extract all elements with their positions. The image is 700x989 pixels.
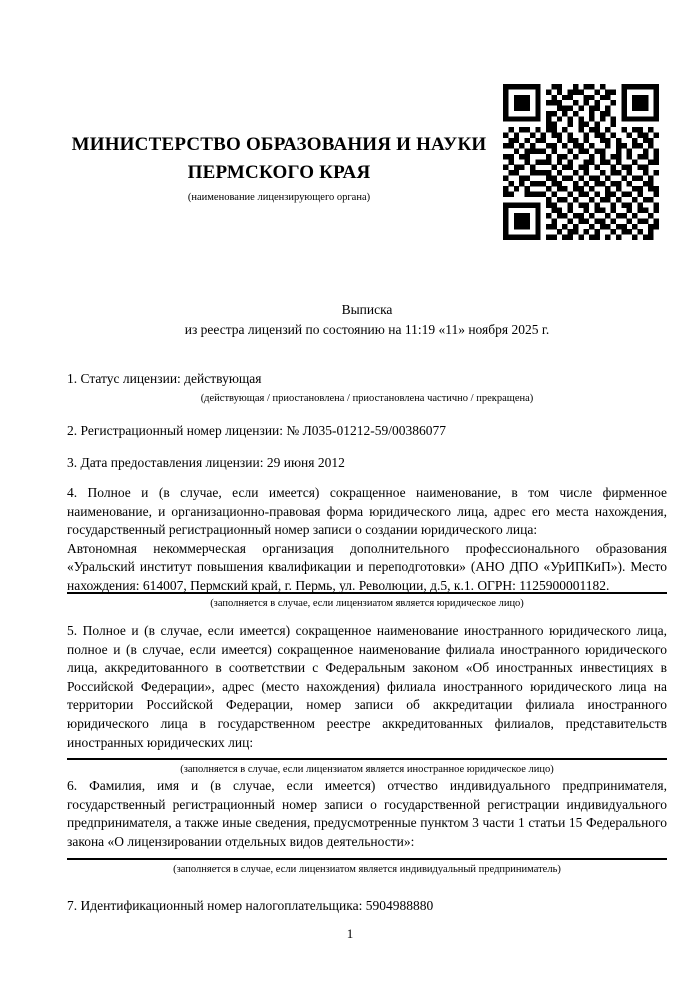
licensing-authority-caption: (наименование лицензирующего органа)	[187, 192, 371, 203]
legal-entity-caption: (заполняется в случае, если лицензиатом является юридическое лицо)	[210, 597, 524, 609]
qr-code	[503, 84, 659, 240]
foreign-entity-caption: (заполняется в случае, если лицензиатом является иностранное юридическое лицо)	[180, 764, 554, 776]
page-number: 1	[346, 926, 354, 941]
legal-entity-info-value: Автономная некоммерческая организация дополнительного профессионального образования «Уральский институт повышения квалификации и переподготовки» (АНО ДПО «УрИПКиП»). Место нахождения: 614007, Пермский край, г. Пермь, ул. Революции, д.5, к.1. ОГРН: 1125900001182.	[67, 540, 667, 593]
license-status-text: 1. Статус лицензии: действующая	[67, 371, 262, 386]
licensing-authority-header	[67, 131, 491, 205]
item-individual-entrepreneur-info	[67, 777, 667, 877]
item-taxpayer-number	[67, 897, 667, 916]
ministry-name-line2: ПЕРМСКОГО КРАЯ	[187, 162, 371, 183]
legal-entity-info-label: 4. Полное и (в случае, если имеется) сокращенное наименование, в том числе фирменное наименование, и организационно-правовая форма юридического лица, адрес его места нахождения, государственный регистрационный номер записи о создании юридического лица:	[67, 485, 667, 538]
registration-number-text: 2. Регистрационный номер лицензии: № Л035-01212-59/00386077	[67, 423, 447, 438]
item-license-grant-date	[67, 454, 667, 473]
document-title	[67, 300, 667, 339]
item-license-status	[67, 370, 667, 406]
fill-in-line	[67, 858, 667, 860]
taxpayer-number-text: 7. Идентификационный номер налогоплательщика: 5904988880	[67, 898, 434, 913]
ministry-name-line1: МИНИСТЕРСТВО ОБРАЗОВАНИЯ И НАУКИ	[71, 134, 487, 155]
license-status-options-caption: (действующая / приостановлена / приостановлена частично / прекращена)	[200, 392, 534, 404]
item-registration-number	[67, 422, 667, 441]
individual-entrepreneur-caption: (заполняется в случае, если лицензиатом является индивидуальный предприниматель)	[173, 864, 561, 876]
document-title-line2: из реестра лицензий по состоянию на 11:19 «11» ноября 2025 г.	[184, 321, 550, 337]
item-legal-entity-info	[67, 484, 667, 611]
fill-in-line	[67, 758, 667, 760]
item-foreign-entity-info	[67, 622, 667, 777]
document-title-line1: Выписка	[341, 302, 393, 317]
individual-entrepreneur-label: 6. Фамилия, имя и (в случае, если имеется) отчество индивидуального предпринимателя, государственный регистрационный номер записи о государственной регистрации индивидуального предпринимателя, а также иные сведения, предусмотренные пунктом 3 части 1 статьи 15 Федерального закона «О лицензировании отдельных видов деятельности»:	[67, 778, 667, 849]
license-grant-date-text: 3. Дата предоставления лицензии: 29 июня 2012	[67, 455, 345, 470]
foreign-entity-info-label: 5. Полное и (в случае, если имеется) сокращенное наименование иностранного юридического лица, полное и (в случае, если имеется) сокращенное наименование филиала иностранного юридического лица, аккредитованного в соответствии с Федеральным законом «Об иностранных инвестициях в Российской Федерации», адрес (место нахождения) филиала иностранного юридического лица на территории Российской Федерации, номер записи об аккредитации филиала иностранного юридического лица в государственном реестре аккредитованных филиалов, представительств иностранных юридических лиц:	[67, 623, 667, 750]
